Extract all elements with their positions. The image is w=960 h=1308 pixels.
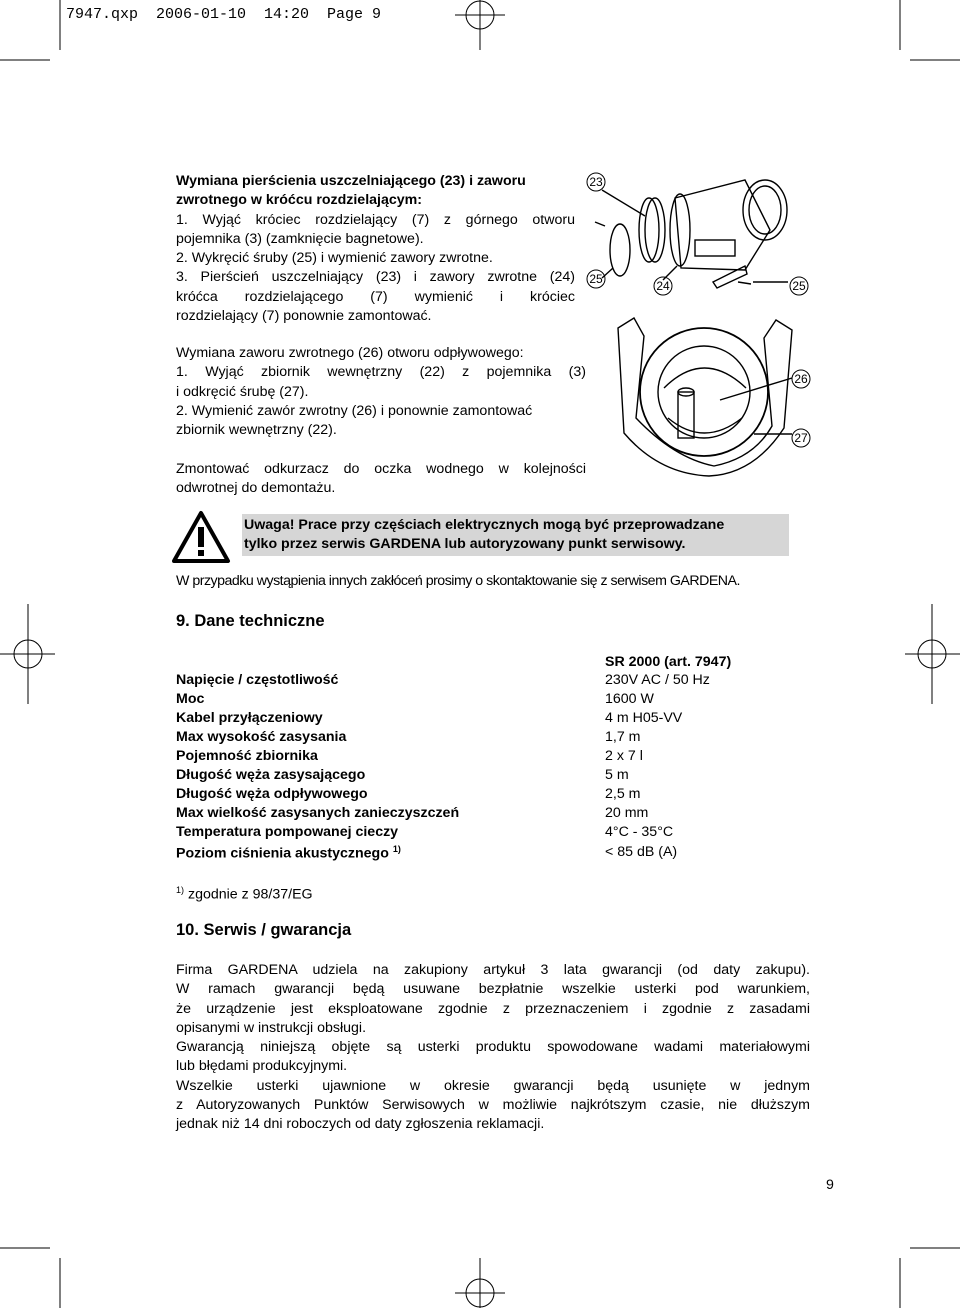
tech-value: 4 m H05-VV: [605, 710, 683, 726]
label-25a: 25: [589, 272, 603, 286]
tech-key: Max wysokość zasysania: [176, 729, 347, 745]
tech-value: < 85 dB (A): [605, 844, 678, 860]
tech-heading: 9. Dane techniczne: [176, 612, 325, 630]
registration-mark-bottom: [455, 1258, 505, 1308]
tank-valve-figure: [604, 308, 814, 480]
label-26: 26: [794, 372, 808, 386]
reassemble-line: odwrotnej do demontażu.: [176, 480, 336, 497]
registration-mark-right: [905, 604, 960, 704]
label-23: 23: [589, 175, 603, 189]
ring-step: 1. Wyjąć króciec rozdzielający (7) z górnego otworu: [176, 211, 575, 228]
warranty-line: Firma GARDENA udziela na zakupiony artykuł 3 lata gwarancji (od daty zakupu).: [176, 962, 810, 978]
tech-key: Temperatura pompowanej cieczy: [176, 824, 399, 840]
warranty-line: lub błędami produkcyjnymi.: [176, 1058, 348, 1075]
tech-key: Moc: [176, 691, 205, 707]
registration-mark-left: [0, 604, 55, 704]
label-24: 24: [656, 279, 670, 293]
warranty-line: że urządzenie jest eksploatowane zgodnie z przeznaczeniem i zgodnie z zasadami: [176, 1000, 810, 1017]
tech-value: 20 mm: [605, 805, 649, 821]
contact-note: W przypadku wystąpienia innych zakłóceń prosimy o skontaktowanie się z serwisem GARDENA.: [176, 573, 740, 589]
warranty-line: Gwarancją niniejszą objęte są usterki produktu spowodowane wadami materiałowymi: [176, 1039, 810, 1056]
tech-value: 5 m: [605, 767, 629, 783]
tech-value: 2 x 7 l: [605, 748, 643, 764]
ring-step: króćca rozdzielającego (7) wymienić i króciec: [176, 288, 575, 305]
registration-mark-top: [455, 0, 505, 50]
tech-row: [176, 786, 816, 805]
warranty-line: W ramach gwarancji będą usuwane bezpłatnie wszelkie usterki pod warunkiem,: [176, 981, 810, 998]
valve-section: [176, 344, 586, 440]
warning-text: Prace przy częściach elektrycznych mogą być przeprowadzane: [294, 517, 725, 533]
tech-value: 230V AC / 50 Hz: [605, 672, 710, 688]
warranty-line: Wszelkie usterki ujawnione w okresie gwarancji będą usunięte w jednym: [176, 1077, 810, 1094]
valve-line: 2. Wymienić zawór zwrotny (26) i ponownie zamontować: [176, 402, 533, 419]
footnote-mark: 1): [176, 885, 185, 895]
ring-title-line: zwrotnego w króćcu rozdzielającym:: [176, 192, 422, 209]
tech-value: 2,5 m: [605, 786, 641, 802]
warranty-line: jednak niż 14 dni roboczych od daty zgłoszenia reklamacji.: [176, 1116, 545, 1133]
valve-line: zbiornik wewnętrzny (22).: [176, 422, 337, 439]
tech-key: Długość węża zasysającego: [176, 767, 366, 783]
warranty-line: opisanymi w instrukcji obsługi.: [176, 1019, 367, 1036]
ring-title-line: Wymiana pierścienia uszczelniającego (23) i zaworu: [176, 173, 526, 189]
print-slug: 7947.qxp 2006-01-10 14:20 Page 9: [66, 6, 382, 23]
ring-step: 2. Wykręcić śruby (25) i wymienić zawory zwrotne.: [176, 250, 493, 267]
tech-row: [176, 672, 816, 691]
warning-lead: Uwaga!: [244, 517, 295, 533]
label-27: 27: [794, 431, 808, 445]
tech-row: [176, 729, 816, 748]
tech-row: [176, 691, 816, 710]
tech-key: Kabel przyłączeniowy: [176, 710, 323, 726]
tech-key: Max wielkość zasysanych zanieczyszczeń: [176, 805, 460, 821]
tech-key: Długość węża odpływowego: [176, 786, 368, 802]
footnote-text: zgodnie z 98/37/EG: [187, 886, 313, 903]
reassemble-line: Zmontować odkurzacz do oczka wodnego w kolejności: [176, 461, 586, 477]
valve-line: Wymiana zaworu zwrotnego (26) otworu odpływowego:: [176, 345, 524, 361]
tech-row: [176, 710, 816, 729]
tech-value: 4°C - 35°C: [605, 824, 674, 840]
warning-box: [242, 514, 789, 556]
tech-key: Pojemność zbiornika: [176, 748, 318, 764]
tech-value: 1,7 m: [605, 729, 641, 745]
valve-line: 1. Wyjąć zbiornik wewnętrzny (22) z pojemnika (3): [176, 364, 586, 381]
ring-section: [176, 172, 575, 326]
warranty-heading: 10. Serwis / gwarancja: [176, 921, 352, 939]
valve-line: i odkręcić śrubę (27).: [176, 383, 309, 400]
warranty-section: [176, 961, 810, 1135]
footnote-ref: 1): [392, 844, 401, 854]
warning-triangle-icon: [171, 510, 231, 564]
model-header: SR 2000 (art. 7947): [605, 654, 732, 670]
reassemble-section: [176, 460, 586, 499]
tech-key: Napięcie / częstotliwość: [176, 672, 339, 688]
tech-value: 1600 W: [605, 691, 654, 707]
ring-step: 3. Pierścień uszczelniający (23) i zawory zwrotne (24): [176, 269, 575, 286]
ring-step: rozdzielający (7) ponownie zamontować.: [176, 308, 432, 325]
nozzle-exploded-figure: [585, 170, 815, 320]
tech-key-text: Poziom ciśnienia akustycznego: [176, 845, 389, 862]
tech-key: [176, 844, 401, 862]
tech-row: [176, 748, 816, 767]
tech-row: [176, 824, 816, 843]
label-25b: 25: [792, 279, 806, 293]
footnote: [176, 881, 313, 905]
ring-step: pojemnika (3) (zamknięcie bagnetowe).: [176, 230, 424, 247]
tech-row: [176, 805, 816, 824]
page-number: 9: [826, 1177, 834, 1193]
tech-row: [176, 767, 816, 786]
warning-text: tylko przez serwis GARDENA lub autoryzowany punkt serwisowy.: [244, 536, 686, 552]
tech-row: [176, 844, 816, 863]
warranty-line: z Autoryzowanych Punktów Serwisowych w możliwie najkrótszym czasie, nie dłuższym: [176, 1097, 810, 1114]
